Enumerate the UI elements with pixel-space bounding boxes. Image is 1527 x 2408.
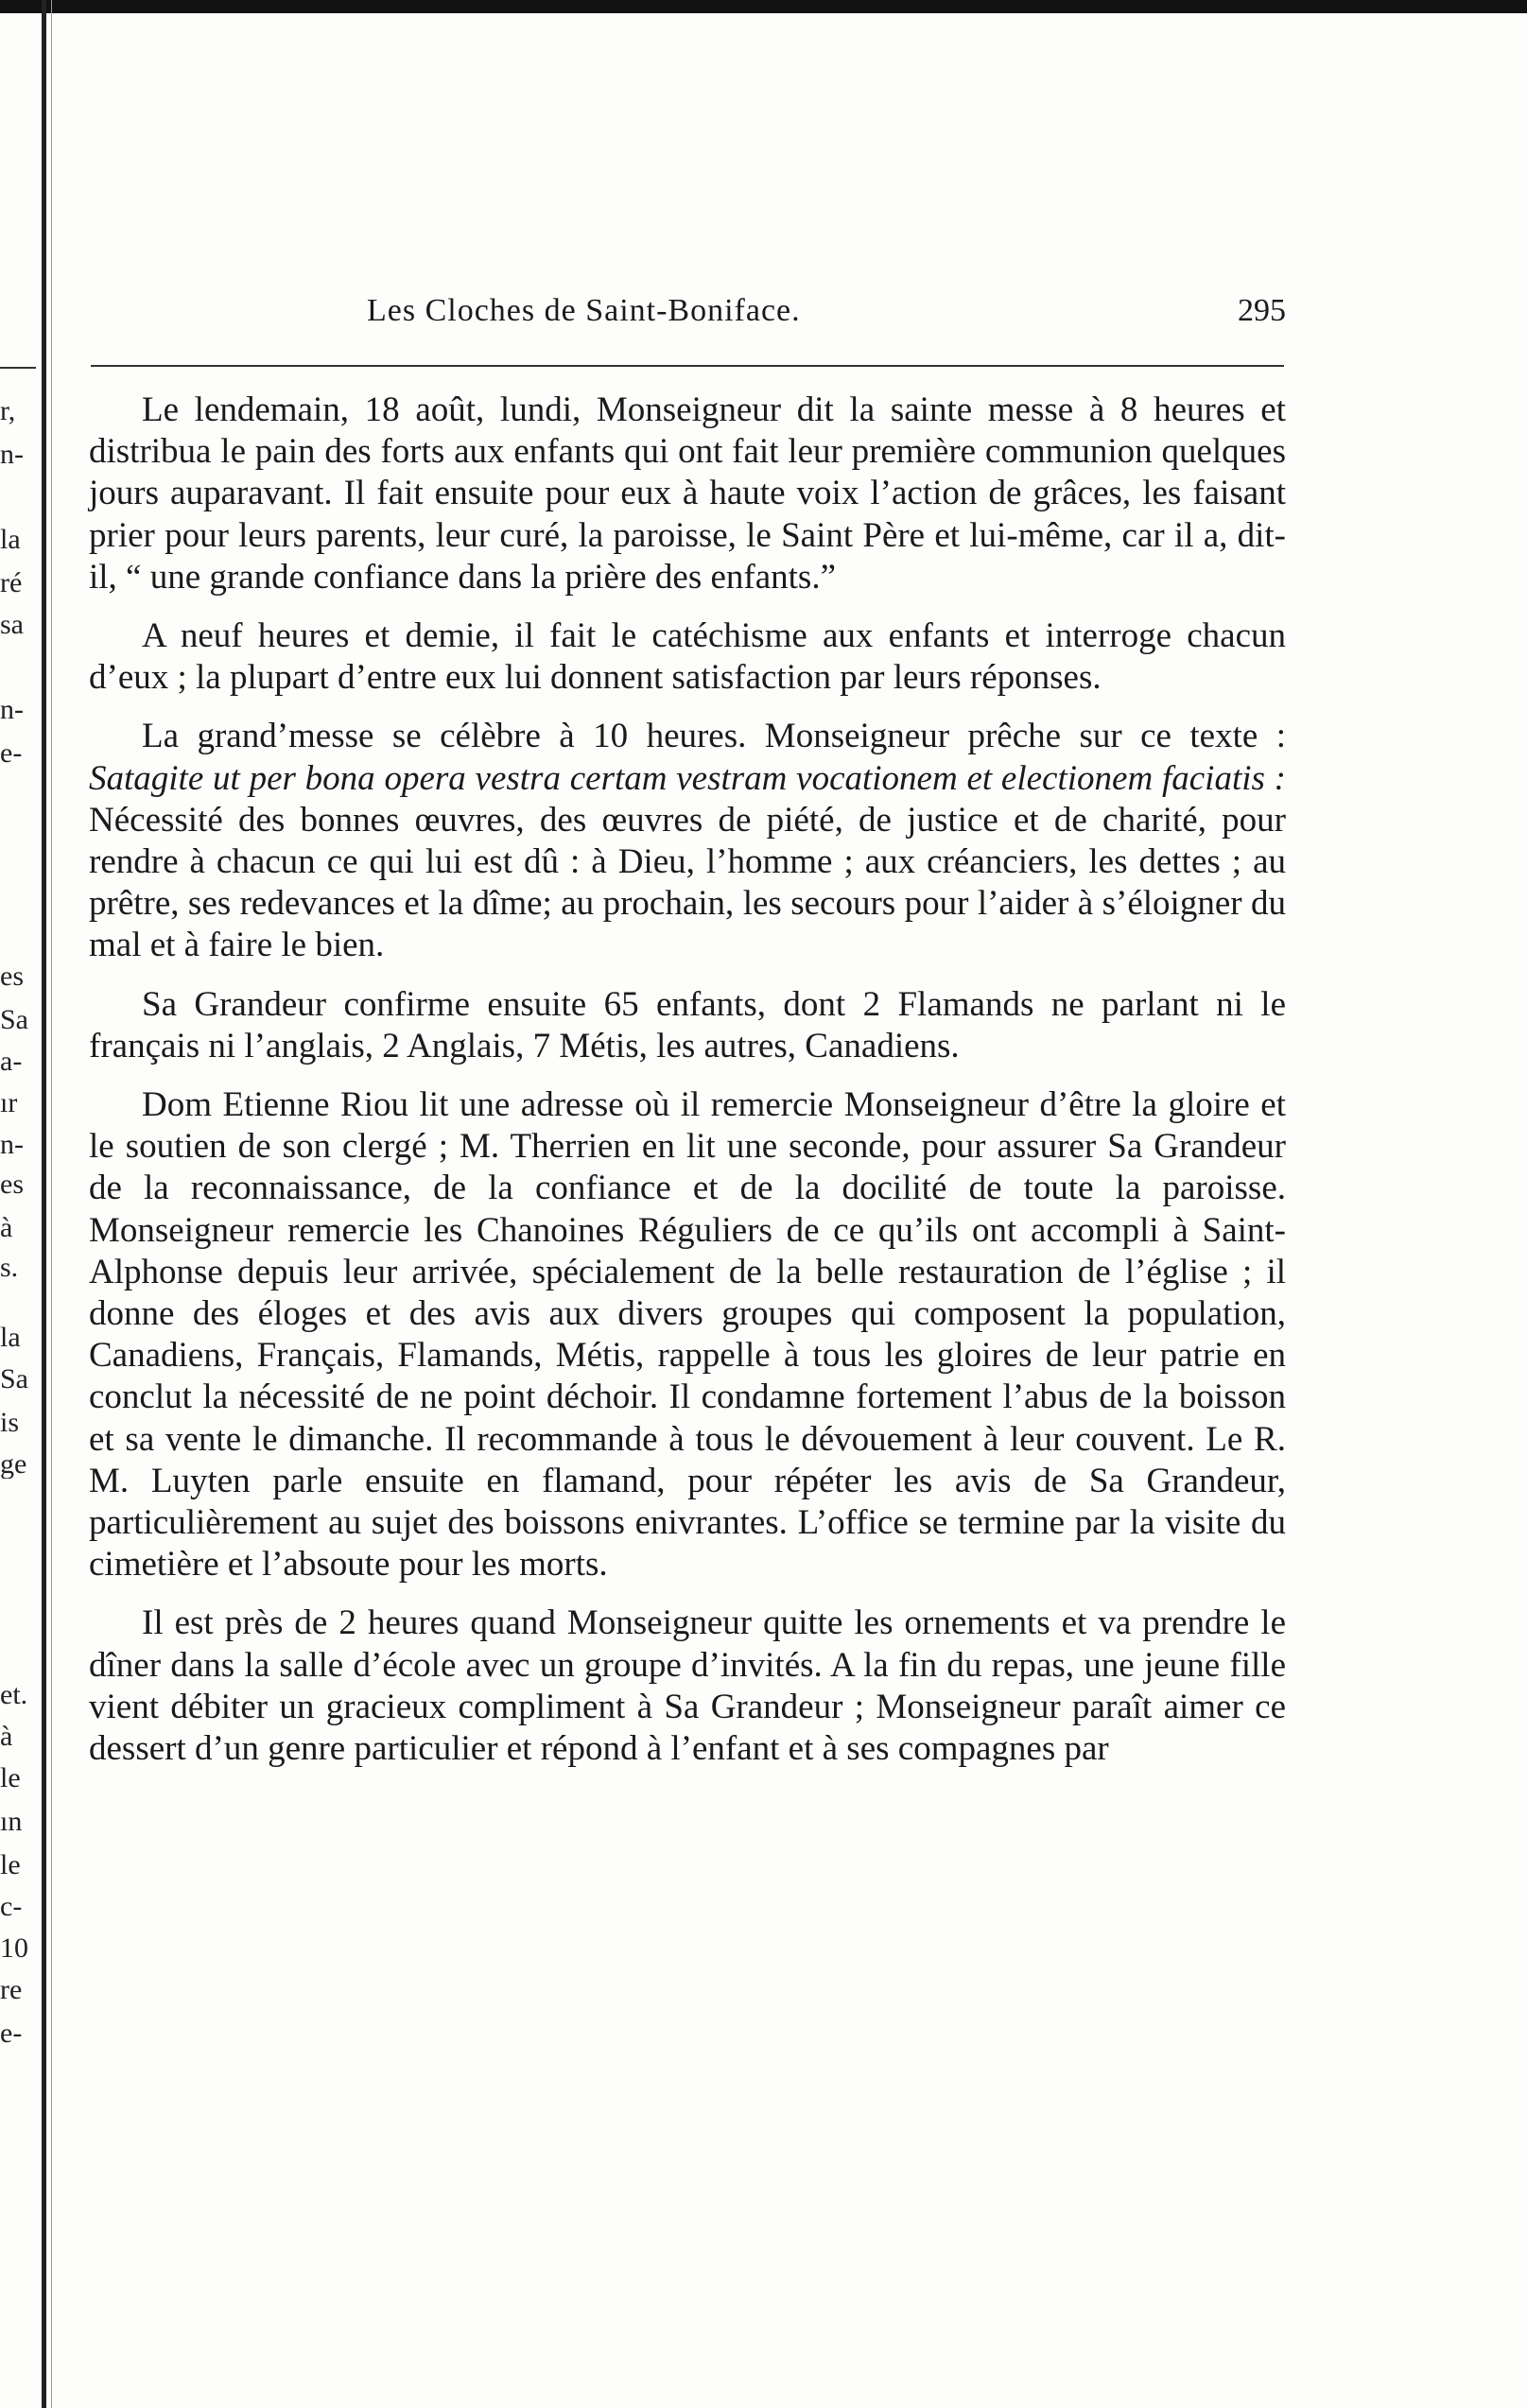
paragraph-5: Dom Etienne Riou lit une adresse où il remercie Monseigneur d’être la gloire et le soutien de son clergé ; M. Therrien en lit une seconde, pour assurer Sa Grandeur de la reconnaissance, de la confiance et de la docilité de toute la paroisse. Monseigneur remercie les Chanoines Réguliers de ce qu’ils ont accompli à Saint-Alphonse depuis leur arrivée, spécialement de la belle restauration de l’église ; il donne des éloges et des avis aux divers groupes qui composent la population, Canadiens, Français, Flamands, Métis, rappelle à tous les gloires de leur patrie en conclut la nécessité de ne point déchoir. Il condamne fortement l’abus de la boisson et sa vente le dimanche. Il recommande à tous le dévouement à leur couvent. Le R. M. Luyten parle ensuite en flamand, pour répéter les avis de Sa Grandeur, particulièrement au sujet des boissons enivrantes. L’office se termine par la visite du cimetière et l’absoute pour les morts. [89, 1085, 1286, 1585]
margin-fragment: c- [0, 1893, 23, 1921]
paragraph-3 [89, 716, 1286, 966]
page-header [367, 293, 1286, 340]
margin-fragment: Sa [0, 1365, 28, 1394]
book-gutter-shadow [42, 0, 46, 2408]
running-title: Les Cloches de Saint-Boniface. [367, 293, 801, 328]
margin-fragment: e- [0, 739, 23, 768]
margin-fragment: le [0, 1851, 21, 1880]
header-rule [91, 365, 1284, 367]
margin-fragment: s. [0, 1254, 19, 1282]
margin-fragment: la [0, 526, 21, 554]
margin-fragment: et. [0, 1681, 28, 1709]
paragraph-3-text-before: La grand’messe se célèbre à 10 heures. Monseigneur prêche sur ce texte : [142, 717, 1286, 756]
paragraph-1: Le lendemain, 18 août, lundi, Monseigneur dit la sainte messe à 8 heures et distribua le pain des forts aux enfants qui ont fait leur première communion quelques jours auparavant. Il fait ensuite pour eux à haute voix l’action de grâces, les faisant prier pour leurs parents, leur curé, la paroisse, le Saint Père et lui-même, car il a, dit-il, “ une grande confiance dans la prière des enfants.” [89, 390, 1286, 597]
margin-fragment: sa [0, 611, 24, 639]
body-text [89, 390, 1286, 1787]
margin-fragment: n- [0, 1131, 24, 1159]
margin-fragment: la [0, 1324, 21, 1352]
latin-quotation: Satagite ut per bona opera vestra certam vestram vocationem et electionem faciatis : [89, 758, 1286, 798]
page-number: 295 [1238, 293, 1286, 328]
margin-fragment: es [0, 1170, 24, 1199]
margin-fragment: ge [0, 1450, 27, 1479]
paragraph-2: A neuf heures et demie, il fait le catéchisme aux enfants et interroge chacun d’eux ; la plupart d’entre eux lui donnent satisfaction par leurs réponses. [89, 616, 1286, 698]
margin-fragment: re [0, 1976, 23, 2004]
margin-fragment: e- [0, 2019, 23, 2048]
top-scan-border [0, 0, 1527, 13]
margin-fragment: à [0, 1214, 13, 1242]
margin-fragment: n- [0, 441, 24, 469]
margin-fragment: à [0, 1723, 13, 1751]
margin-fragment: le [0, 1764, 21, 1793]
facing-page-text-fragments [0, 0, 42, 2408]
margin-fragment: ır [0, 1089, 18, 1117]
margin-fragment: 10 [0, 1934, 28, 1963]
paragraph-6: Il est près de 2 heures quand Monseigneur quitte les ornements et va prendre le dîner dans la salle d’école avec un groupe d’invités. A la fin du repas, une jeune fille vient débiter un gracieux compliment à Sa Grandeur ; Monseigneur paraît aimer ce dessert d’un genre particulier et répond à l’enfant et à ses compagnes par [89, 1603, 1286, 1769]
paragraph-4: Sa Grandeur confirme ensuite 65 enfants, dont 2 Flamands ne parlant ni le français ni l’anglais, 2 Anglais, 7 Métis, les autres, Canadiens. [89, 984, 1286, 1065]
margin-fragment: n- [0, 696, 24, 724]
margin-fragment: Sa [0, 1006, 28, 1034]
paragraph-3-text-after: Nécessité des bonnes œuvres, des œuvres de piété, de justice et de charité, pour rendre à chacun ce qui lui est dû : à Dieu, l’homme ; aux créanciers, les dettes ; au prêtre, ses redevances et la dîme; au prochain, les secours pour l’aider à s’éloigner du mal et à faire le bien. [89, 800, 1286, 965]
margin-fragment: ré [0, 569, 23, 598]
gutter-line [51, 0, 52, 2408]
margin-fragment: is [0, 1409, 20, 1437]
margin-fragment: ın [0, 1808, 23, 1836]
margin-fragment: a- [0, 1048, 23, 1076]
margin-fragment: es [0, 962, 24, 991]
margin-fragment: r, [0, 397, 16, 425]
